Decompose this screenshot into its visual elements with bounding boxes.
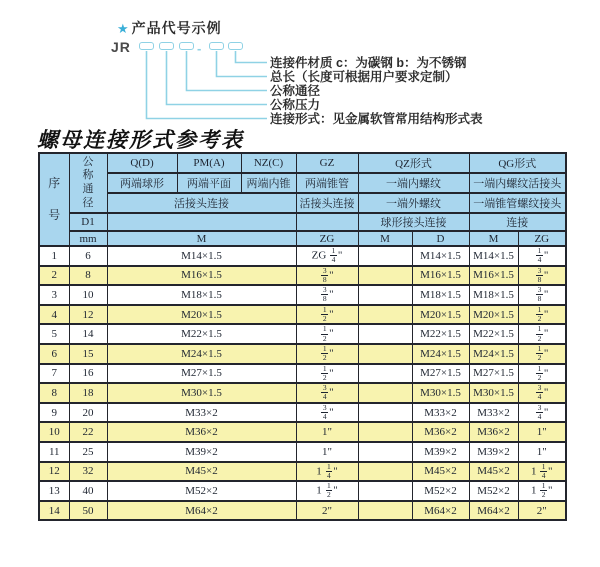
cell-qg-m: M52×2 bbox=[469, 481, 518, 501]
cell-seq: 9 bbox=[39, 403, 69, 423]
cell-qg-m: M24×1.5 bbox=[469, 344, 518, 364]
cell-seq: 11 bbox=[39, 442, 69, 462]
cell-seq: 8 bbox=[39, 383, 69, 403]
header-qg-row3: 一端锥管螺纹接头 bbox=[469, 193, 566, 213]
cell-qz-m bbox=[358, 364, 412, 384]
code-box-4 bbox=[209, 42, 224, 50]
cell-gz: $\frac{1}{2}$ " bbox=[296, 305, 358, 325]
cell-gz: $\frac{1}{2}$ " bbox=[296, 344, 358, 364]
cell-gz: $\frac{1}{2}$ " bbox=[296, 364, 358, 384]
fraction: $\frac{1}{2}$ bbox=[327, 481, 331, 500]
diagram-label-1: 连接件材质 c：为碳钢 b：为不锈钢 bbox=[270, 55, 467, 70]
fraction: $\frac{1}{2}$ bbox=[322, 324, 327, 343]
cell-qz-m bbox=[358, 324, 412, 344]
cell-m: M22×1.5 bbox=[107, 324, 296, 344]
cell-qz-m bbox=[358, 462, 412, 482]
diagram-label-3: 公称通径 bbox=[270, 83, 321, 98]
cell-gz: 2" bbox=[296, 501, 358, 521]
cell-seq: 2 bbox=[39, 266, 69, 286]
cell-qz-m bbox=[358, 246, 412, 266]
cell-m: M36×2 bbox=[107, 422, 296, 442]
fraction: $\frac{1}{2}$ bbox=[322, 363, 327, 382]
cell-qz-m bbox=[358, 285, 412, 305]
cell-dn: 22 bbox=[69, 422, 107, 442]
cell-qg-m: M22×1.5 bbox=[469, 324, 518, 344]
cell-qz-d: M24×1.5 bbox=[412, 344, 469, 364]
cell-gz: $\frac{3}{4}$ " bbox=[296, 383, 358, 403]
cell-seq: 1 bbox=[39, 246, 69, 266]
fraction: $\frac{1}{2}$ bbox=[322, 304, 327, 324]
cell-m: M64×2 bbox=[107, 501, 296, 521]
cell-qg-zg: 1" bbox=[518, 422, 566, 442]
cell-dn: 15 bbox=[69, 344, 107, 364]
header-qg-unit-m: M bbox=[469, 231, 518, 246]
header-qpmnz-row4 bbox=[107, 213, 296, 231]
cell-qz-d: M14×1.5 bbox=[412, 246, 469, 266]
cell-qg-m: M16×1.5 bbox=[469, 266, 518, 286]
header-qz-sub: 一端内螺纹 bbox=[358, 173, 469, 193]
fraction: $\frac{3}{8}$ bbox=[322, 265, 327, 284]
cell-qz-m bbox=[358, 442, 412, 462]
cell-qg-zg: $\frac{1}{2}$ " bbox=[518, 344, 566, 364]
fraction: $\frac{1}{2}$ bbox=[537, 363, 542, 382]
cell-qz-d: M20×1.5 bbox=[412, 305, 469, 325]
table-row bbox=[39, 462, 566, 482]
header-qz-row3: 一端外螺纹 bbox=[358, 193, 469, 213]
cell-m: M14×1.5 bbox=[107, 246, 296, 266]
header-gz-row4 bbox=[296, 213, 358, 231]
fraction: $\frac{3}{4}$ bbox=[537, 402, 542, 422]
diagram-label-5: 连接形式：见金属软管常用结构形式表 bbox=[270, 111, 483, 126]
cell-qz-d: M36×2 bbox=[412, 422, 469, 442]
code-box-1 bbox=[139, 42, 154, 50]
cell-qg-zg: 1 $\frac{1}{4}$ " bbox=[518, 462, 566, 482]
product-code-diagram bbox=[0, 0, 600, 128]
cell-m: M39×2 bbox=[107, 442, 296, 462]
fraction: $\frac{1}{4}$ bbox=[327, 461, 331, 480]
cell-qz-m bbox=[358, 305, 412, 325]
header-qpmnz-connection: 活接头连接 bbox=[107, 193, 296, 213]
cell-qg-zg: $\frac{3}{4}$ " bbox=[518, 403, 566, 423]
cell-seq: 6 bbox=[39, 344, 69, 364]
cell-dn: 8 bbox=[69, 266, 107, 286]
header-col-qz: QZ形式 bbox=[358, 153, 469, 173]
cell-gz: $\frac{3}{8}$ " bbox=[296, 285, 358, 305]
cell-seq: 5 bbox=[39, 324, 69, 344]
cell-seq: 13 bbox=[39, 481, 69, 501]
fraction: $\frac{1}{2}$ bbox=[537, 304, 542, 324]
table-row bbox=[39, 324, 566, 344]
cell-qg-zg: $\frac{3}{8}$ " bbox=[518, 266, 566, 286]
cell-dn: 50 bbox=[69, 501, 107, 521]
cell-dn: 14 bbox=[69, 324, 107, 344]
table-row bbox=[39, 481, 566, 501]
cell-qz-d: M22×1.5 bbox=[412, 324, 469, 344]
fraction: $\frac{1}{4}$ bbox=[541, 461, 546, 480]
cell-qz-d: M30×1.5 bbox=[412, 383, 469, 403]
header-col-q: Q(D) bbox=[107, 153, 177, 173]
cell-qg-zg: $\frac{1}{4}$ " bbox=[518, 246, 566, 266]
table-row bbox=[39, 266, 566, 286]
cell-dn: 16 bbox=[69, 364, 107, 384]
cell-seq: 12 bbox=[39, 462, 69, 482]
cell-qz-m bbox=[358, 422, 412, 442]
code-dash: - bbox=[197, 41, 202, 56]
cell-seq: 14 bbox=[39, 501, 69, 521]
code-box-5 bbox=[228, 42, 243, 50]
header-gz-connection: 活接头连接 bbox=[296, 193, 358, 213]
cell-qz-d: M27×1.5 bbox=[412, 364, 469, 384]
cell-m: M45×2 bbox=[107, 462, 296, 482]
header-qg-sub: 一端内螺纹活接头 bbox=[469, 173, 566, 193]
cell-qz-m bbox=[358, 481, 412, 501]
table-row bbox=[39, 383, 566, 403]
cell-gz: 1" bbox=[296, 442, 358, 462]
fraction: $\frac{3}{4}$ bbox=[322, 402, 327, 422]
code-box-2 bbox=[159, 42, 174, 50]
cell-dn: 12 bbox=[69, 305, 107, 325]
table-row bbox=[39, 246, 566, 266]
cell-gz: $\frac{3}{4}$ " bbox=[296, 403, 358, 423]
table-row bbox=[39, 344, 566, 364]
cell-qg-zg: $\frac{3}{8}$ " bbox=[518, 285, 566, 305]
cell-dn: 6 bbox=[69, 246, 107, 266]
header-q-sub: 两端球形 bbox=[107, 173, 177, 193]
cell-dn: 10 bbox=[69, 285, 107, 305]
cell-gz: 1 $\frac{1}{4}$ " bbox=[296, 462, 358, 482]
header-col-qg: QG形式 bbox=[469, 153, 566, 173]
cell-qg-zg: 1" bbox=[518, 442, 566, 462]
cell-qg-zg: 1 $\frac{1}{2}$ " bbox=[518, 481, 566, 501]
table-row bbox=[39, 501, 566, 521]
table-row bbox=[39, 305, 566, 325]
cell-qg-zg: 2" bbox=[518, 501, 566, 521]
header-seq: 序 号 bbox=[39, 153, 69, 246]
cell-m: M52×2 bbox=[107, 481, 296, 501]
cell-qg-zg: $\frac{1}{2}$ " bbox=[518, 364, 566, 384]
fraction: $\frac{1}{4}$ bbox=[331, 246, 336, 265]
cell-qz-d: M64×2 bbox=[412, 501, 469, 521]
cell-m: M16×1.5 bbox=[107, 266, 296, 286]
header-qg-unit-zg: ZG bbox=[518, 231, 566, 246]
fraction: $\frac{3}{8}$ bbox=[322, 285, 327, 304]
cell-qz-d: M33×2 bbox=[412, 403, 469, 423]
cell-qz-m bbox=[358, 266, 412, 286]
cell-dn: 20 bbox=[69, 403, 107, 423]
table-title: 螺母连接形式参考表 bbox=[37, 128, 244, 152]
code-box-3 bbox=[179, 42, 194, 50]
cell-m: M24×1.5 bbox=[107, 344, 296, 364]
cell-qz-d: M18×1.5 bbox=[412, 285, 469, 305]
cell-qg-m: M30×1.5 bbox=[469, 383, 518, 403]
cell-qg-m: M36×2 bbox=[469, 422, 518, 442]
cell-qg-zg: $\frac{1}{2}$ " bbox=[518, 324, 566, 344]
header-gz-unit: ZG bbox=[296, 231, 358, 246]
fraction: $\frac{1}{2}$ bbox=[537, 324, 542, 343]
cell-qg-m: M39×2 bbox=[469, 442, 518, 462]
header-col-gz: GZ bbox=[296, 153, 358, 173]
star-icon: ★ bbox=[117, 21, 130, 36]
diagram-title-text: 产品代号示例 bbox=[131, 20, 222, 36]
cell-qg-m: M14×1.5 bbox=[469, 246, 518, 266]
cell-qz-m bbox=[358, 403, 412, 423]
header-qpmnz-unit: M bbox=[107, 231, 296, 246]
fraction: $\frac{1}{4}$ bbox=[537, 246, 542, 265]
cell-qg-m: M64×2 bbox=[469, 501, 518, 521]
header-nz-sub: 两端内锥 bbox=[241, 173, 296, 193]
header-qz-unit-m: M bbox=[358, 231, 412, 246]
header-qz-unit-d: D bbox=[412, 231, 469, 246]
cell-m: M33×2 bbox=[107, 403, 296, 423]
cell-seq: 3 bbox=[39, 285, 69, 305]
header-gz-sub: 两端锥管 bbox=[296, 173, 358, 193]
diagram-label-4: 公称压力 bbox=[270, 97, 321, 112]
cell-seq: 7 bbox=[39, 364, 69, 384]
header-col-pm: PM(A) bbox=[177, 153, 241, 173]
fraction: $\frac{1}{2}$ bbox=[537, 344, 542, 363]
header-qz-row4: 球形接头连接 bbox=[358, 213, 469, 231]
cell-qg-zg: $\frac{3}{4}$ " bbox=[518, 383, 566, 403]
cell-qg-m: M20×1.5 bbox=[469, 305, 518, 325]
cell-qg-m: M27×1.5 bbox=[469, 364, 518, 384]
table-row bbox=[39, 403, 566, 423]
header-mm: mm bbox=[69, 231, 107, 246]
fraction: $\frac{1}{2}$ bbox=[322, 344, 327, 363]
cell-qz-d: M52×2 bbox=[412, 481, 469, 501]
cell-qz-d: M45×2 bbox=[412, 462, 469, 482]
cell-gz: 1" bbox=[296, 422, 358, 442]
diagram-label-2: 总长（长度可根据用户要求定制） bbox=[270, 69, 458, 84]
nut-connection-reference-table bbox=[38, 152, 567, 521]
fraction: $\frac{3}{8}$ bbox=[537, 285, 542, 304]
cell-qz-d: M39×2 bbox=[412, 442, 469, 462]
cell-seq: 10 bbox=[39, 422, 69, 442]
header-d1: D1 bbox=[69, 213, 107, 231]
fraction: $\frac{3}{4}$ bbox=[537, 383, 542, 402]
header-pm-sub: 两端平面 bbox=[177, 173, 241, 193]
table-row bbox=[39, 422, 566, 442]
cell-dn: 40 bbox=[69, 481, 107, 501]
cell-m: M27×1.5 bbox=[107, 364, 296, 384]
cell-qz-m bbox=[358, 344, 412, 364]
cell-seq: 4 bbox=[39, 305, 69, 325]
cell-m: M20×1.5 bbox=[107, 305, 296, 325]
cell-qg-m: M33×2 bbox=[469, 403, 518, 423]
cell-qz-d: M16×1.5 bbox=[412, 266, 469, 286]
cell-qg-m: M45×2 bbox=[469, 462, 518, 482]
cell-gz: $\frac{1}{2}$ " bbox=[296, 324, 358, 344]
table-row bbox=[39, 285, 566, 305]
header-dn: 公 称 通 径 bbox=[69, 153, 107, 213]
fraction: $\frac{1}{2}$ bbox=[541, 481, 546, 500]
fraction: $\frac{3}{8}$ bbox=[537, 265, 542, 284]
cell-dn: 18 bbox=[69, 383, 107, 403]
cell-qg-zg: $\frac{1}{2}$ " bbox=[518, 305, 566, 325]
header-col-nz: NZ(C) bbox=[241, 153, 296, 173]
cell-dn: 25 bbox=[69, 442, 107, 462]
header-qg-row4: 连接 bbox=[469, 213, 566, 231]
cell-gz: $\frac{3}{8}$ " bbox=[296, 266, 358, 286]
product-code-prefix: JR bbox=[111, 39, 131, 55]
cell-m: M30×1.5 bbox=[107, 383, 296, 403]
fraction: $\frac{3}{4}$ bbox=[322, 383, 327, 402]
cell-gz: 1 $\frac{1}{2}$ " bbox=[296, 481, 358, 501]
cell-gz: ZG $\frac{1}{4}$ " bbox=[296, 246, 358, 266]
cell-qz-m bbox=[358, 383, 412, 403]
cell-qg-m: M18×1.5 bbox=[469, 285, 518, 305]
cell-m: M18×1.5 bbox=[107, 285, 296, 305]
diagram-title bbox=[117, 18, 222, 38]
cell-dn: 32 bbox=[69, 462, 107, 482]
table-row bbox=[39, 364, 566, 384]
cell-qz-m bbox=[358, 501, 412, 521]
table-row bbox=[39, 442, 566, 462]
